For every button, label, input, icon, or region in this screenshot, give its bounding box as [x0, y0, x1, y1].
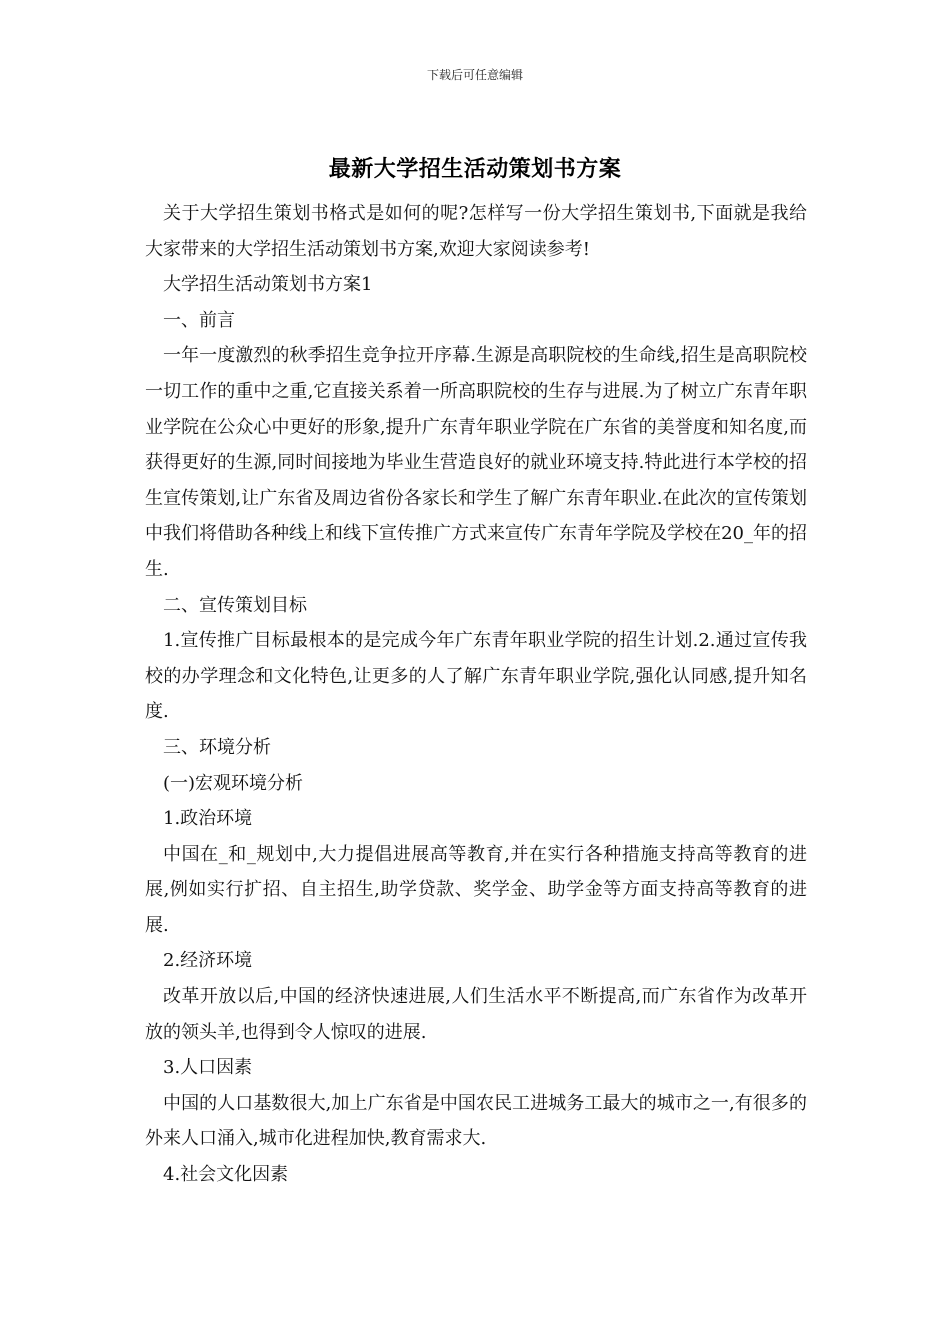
document-body — [145, 196, 807, 1193]
paragraph: 中国的人口基数很大,加上广东省是中国农民工进城务工最大的城市之一,有很多的外来人口涌入,城市化进程加快,教育需求大. — [145, 1092, 807, 1150]
subsection-heading: 4.社会文化因素 — [163, 1164, 289, 1186]
paragraph: 1.宣传推广目标最根本的是完成今年广东青年职业学院的招生计划.2.通过宣传我校的办学理念和文化特色,让更多的人了解广东青年职业学院,强化认同感,提升知名度. — [145, 630, 807, 723]
page-header: 下载后可任意编辑 — [426, 68, 523, 82]
section-heading: 三、环境分析 — [163, 736, 271, 758]
paragraph-intro: 关于大学招生策划书格式是如何的呢?怎样写一份大学招生策划书,下面就是我给大家带来的大学招生活动策划书方案,欢迎大家阅读参考! — [145, 203, 807, 260]
subsection-heading: 3.人口因素 — [163, 1057, 253, 1079]
subsection-heading: (一)宏观环境分析 — [163, 772, 304, 794]
subsection-heading: 1.政治环境 — [163, 808, 253, 830]
section-heading: 一、前言 — [163, 309, 235, 331]
subsection-heading: 2.经济环境 — [163, 950, 253, 972]
paragraph: 一年一度激烈的秋季招生竞争拉开序幕.生源是高职院校的生命线,招生是高职院校一切工作的重中之重,它直接关系着一所高职院校的生存与进展.为了树立广东青年职业学院在公众心中更好的形象,提升广东青年职业学院在广东省的美誉度和知名度,而获得更好的生源,同时间接地为毕业生营造良好的就业环境支持.特此进行本学校的招生宣传策划,让广东省及周边省份各家长和学生了解广东青年职业.在此次的宣传策划中我们将借助各种线上和线下宣传推广方式来宣传广东青年学院及学校在20_年的招生. — [145, 345, 807, 580]
paragraph: 改革开放以后,中国的经济快速进展,人们生活水平不断提高,而广东省作为改革开放的领头羊,也得到令人惊叹的进展. — [145, 986, 807, 1043]
section-heading: 二、宣传策划目标 — [163, 594, 307, 616]
section-heading: 大学招生活动策划书方案1 — [163, 274, 373, 296]
paragraph: 中国在_和_规划中,大力提倡进展高等教育,并在实行各种措施支持高等教育的进展,例如实行扩招、自主招生,助学贷款、奖学金、助学金等方面支持高等教育的进展. — [145, 843, 807, 936]
document-title: 最新大学招生活动策划书方案 — [328, 157, 622, 182]
